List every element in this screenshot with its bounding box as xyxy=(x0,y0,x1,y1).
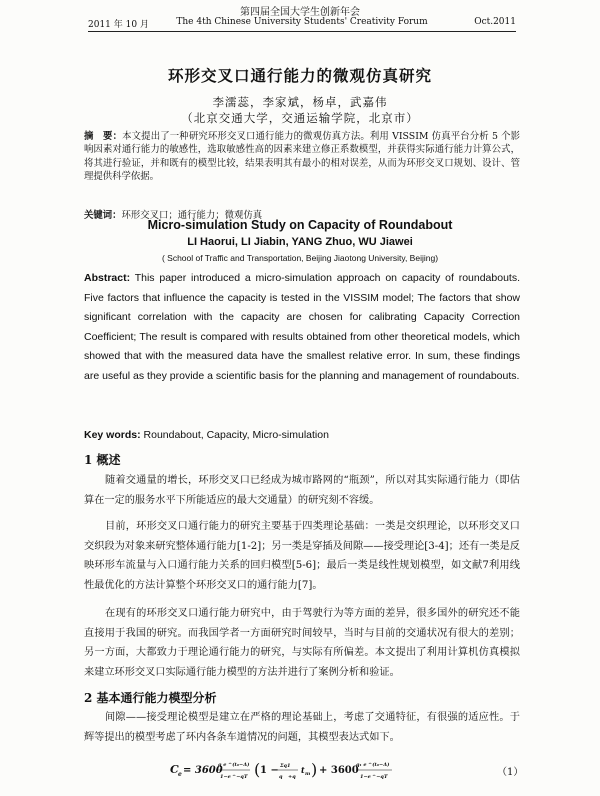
svg-text:+q: +q xyxy=(288,774,296,780)
svg-text:q e: q e xyxy=(218,762,227,768)
svg-text:t: t xyxy=(301,765,305,775)
paragraph-1: 随着交通量的增长，环形交叉口已经成为城市路网的“瓶颈”，所以对其实际通行能力（即估算在一定的服务水平下所能适应的最大交通量）的研究刻不容缓。 xyxy=(84,475,520,506)
conference-name-cn: 第四届全国大学生创新年会 xyxy=(240,7,360,18)
svg-text:(: ( xyxy=(254,760,261,779)
svg-text:m: m xyxy=(305,771,311,777)
keywords-en-label: Key words: xyxy=(84,429,141,441)
authors-cn: 李濡蕊，李家斌，杨卓，武嘉伟 xyxy=(212,95,388,109)
abstract-en xyxy=(84,269,520,387)
abstract-en-text: This paper introduced a micro-simulation approach on capacity of roundabouts. Five factors that influence the capacity is tested in the VISSIM model; The factors that show significant correlation with the capacity are chosen for calibrating Capacity Correction Coefficient; The result is compared with results obtained from other theoretical models, which showed that with the measured data have the smallest relative error. In sum, these findings are useful as they provide a scientific basis for the planning and management of roundabouts. xyxy=(84,272,520,382)
svg-text:q₁ e: q₁ e xyxy=(356,762,367,768)
keywords-en-text: Roundabout, Capacity, Micro-simulation xyxy=(143,429,329,441)
header-date-cn: 2011 年 10 月 xyxy=(88,20,149,30)
keywords-en xyxy=(84,429,520,441)
svg-text:1: 1 xyxy=(287,763,291,769)
svg-text:C: C xyxy=(170,763,179,776)
header-date-en: Oct.2011 xyxy=(474,17,516,27)
header-rule xyxy=(88,31,516,32)
svg-text:+ 3600: + 3600 xyxy=(319,765,359,776)
paragraph-4: 间隙——接受理论模型是建立在严格的理论基础上，考虑了交通特征，有很强的适应性。于辉等提出的模型考虑了环内各条车道情况的问题，其模型表达式如下。 xyxy=(84,712,520,743)
svg-text:^−qT: ^−qT xyxy=(232,774,248,780)
affiliation-cn: （北京交通大学，交通运输学院，北京市） xyxy=(181,111,419,125)
svg-text:^(t₀−Δ): ^(t₀−Δ) xyxy=(228,762,250,768)
header-conference-en: The 4th Chinese University Students' Creativity Forum xyxy=(176,17,428,27)
equation-number: （1） xyxy=(497,767,524,778)
keywords-cn-label: 关键词： xyxy=(84,210,122,221)
svg-text:= 3600: = 3600 xyxy=(183,765,223,776)
section-1-heading: 1 概述 xyxy=(84,453,121,467)
capacity-formula-image xyxy=(170,757,430,783)
svg-text:1 −: 1 − xyxy=(260,765,279,776)
svg-text:^(t₀−Δ): ^(t₀−Δ) xyxy=(368,762,390,768)
abstract-cn-label: 摘 要： xyxy=(84,131,123,142)
svg-text:Σq: Σq xyxy=(280,763,288,769)
paragraph-3: 在现有的环形交叉口通行能力研究中，由于驾驶行为等方面的差异，很多国外的研究还不能直接用于我国的研究。而我国学者一方面研究时间较早，当时与目前的交通状况有很大的差别；另一方面，大都致力于理论通行能力的研究，与实际有所偏差。本文提出了利用计算机仿真模拟来建立环形交叉口实际通行能力模型的方法并进行了案例分析和验证。 xyxy=(84,608,520,678)
section-2-heading: 2 基本通行能力模型分析 xyxy=(84,691,217,705)
keywords-cn-text: 环形交叉口；通行能力；微观仿真 xyxy=(121,210,263,221)
svg-text:e: e xyxy=(178,771,182,778)
svg-text:^−qT: ^−qT xyxy=(372,774,388,780)
abstract-en-label: Abstract: xyxy=(84,272,131,284)
paragraph-2: 目前，环形交叉口通行能力的研究主要基于四类理论基础：一类是交织理论，以环形交叉口交织段为对象来研究整体通行能力[1-2]；另一类是穿插及间隙——接受理论[3-4]；还有一类是反映环形车流量与入口通行能力关系的回归模型[5-6]；最后一类是线性规划模型，如文献7利用线性最优化的方法计算整个环形交叉口的通行能力[7]。 xyxy=(84,521,520,591)
affiliation-en: ( School of Traffic and Transportation, Beijing Jiaotong University, Beijing) xyxy=(161,253,439,263)
abstract-cn-text: 本文提出了一种研究环形交叉口通行能力的微观仿真方法。利用 VISSIM 仿真平台分析 5 个影响因素对通行能力的敏感性，选取敏感性高的因素来建立修正系数模型，并获得实际通行能力计算公式，将其进行验证，并和既有的模型比较，结果表明其有最小的相对误差，从而为环形交叉口规划、设计、管理提供科学依据。 xyxy=(84,131,520,182)
svg-text:): ) xyxy=(311,760,318,779)
svg-text:1−e: 1−e xyxy=(220,774,231,780)
abstract-cn xyxy=(84,130,520,183)
title-cn: 环形交叉口通行能力的微观仿真研究 xyxy=(167,66,432,85)
title-en: Micro-simulation Study on Capacity of Roundabout xyxy=(147,218,453,232)
authors-en: LI Haorui, LI Jiabin, YANG Zhuo, WU Jiawei xyxy=(187,236,413,248)
svg-text:q: q xyxy=(279,774,283,780)
svg-text:1−e: 1−e xyxy=(360,774,371,780)
running-header xyxy=(88,17,516,29)
